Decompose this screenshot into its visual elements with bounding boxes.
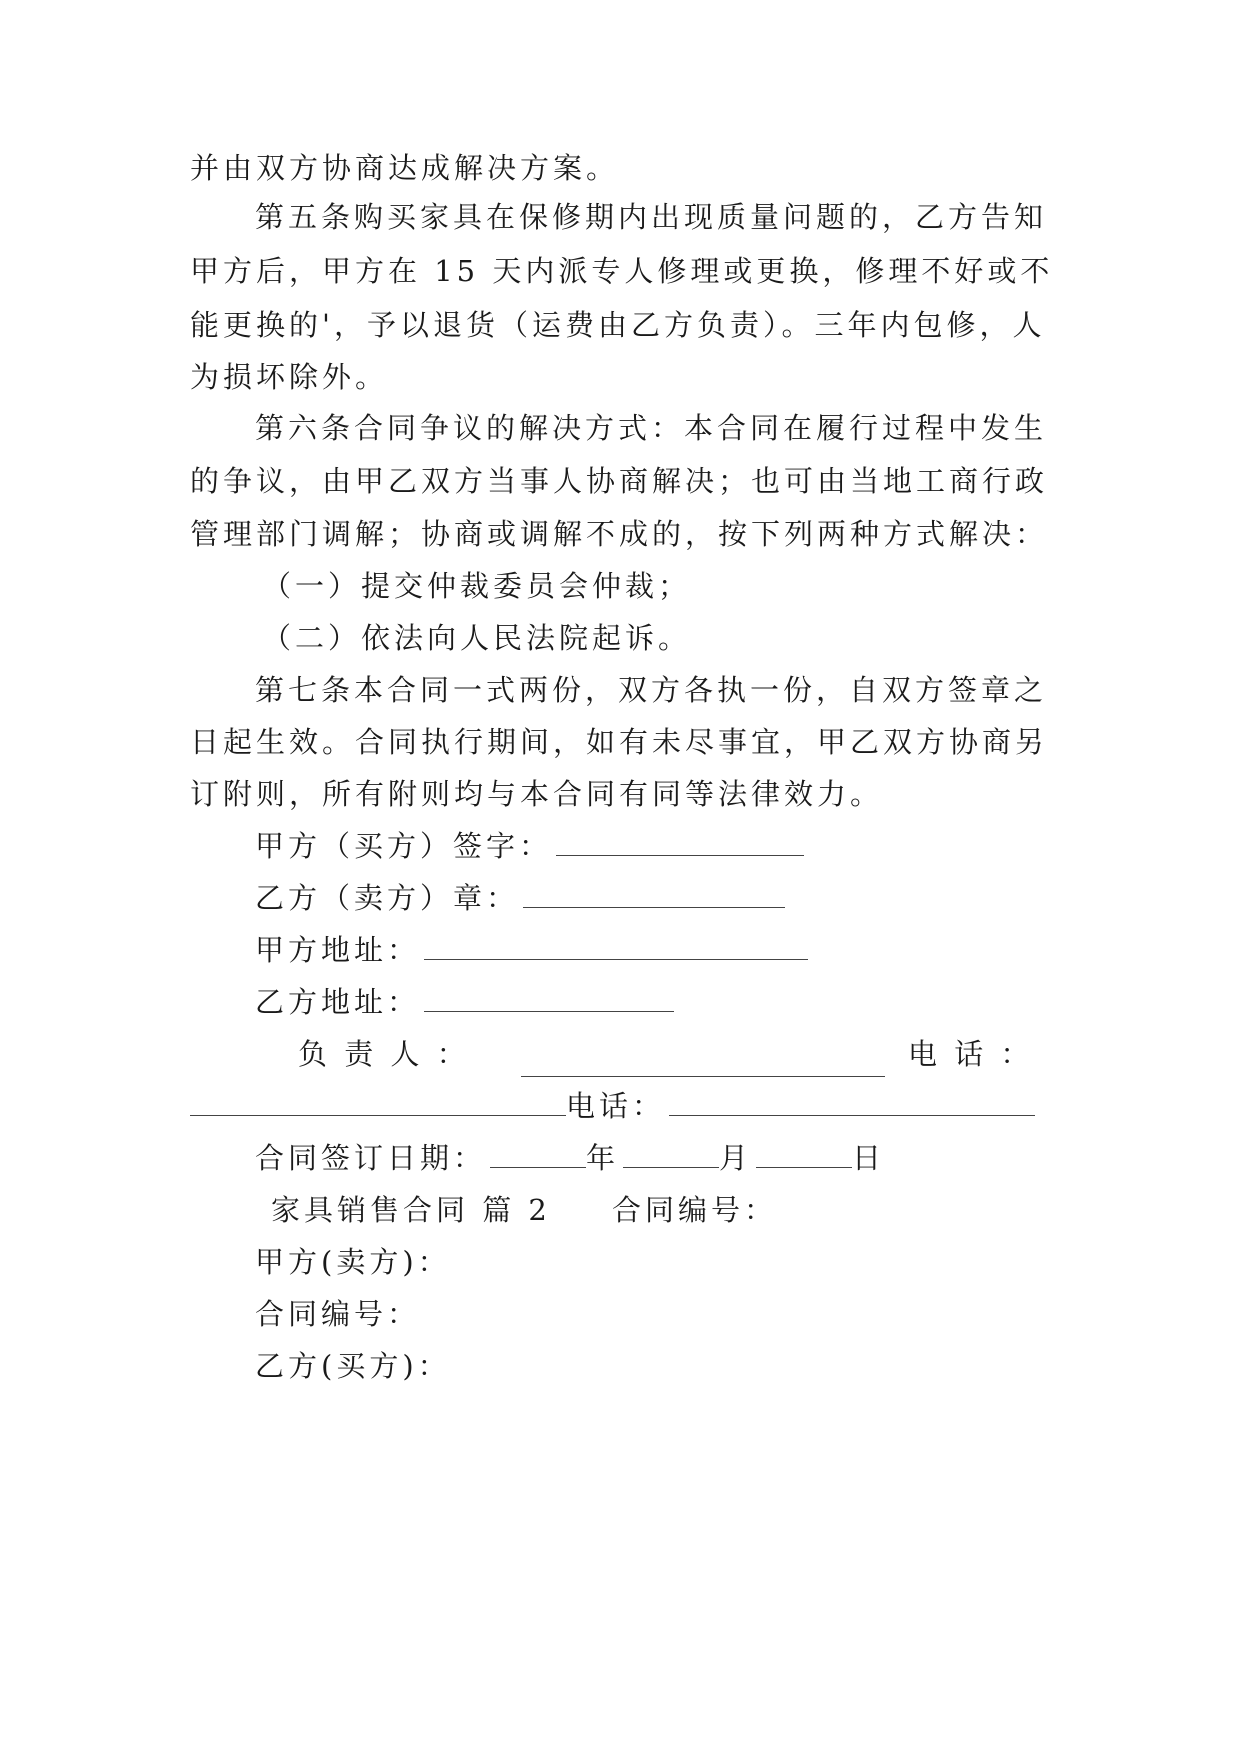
- article-7-line: 第七条本合同一式两份，双方各执一份，自双方签章之: [255, 673, 1048, 707]
- phone-row: [190, 1077, 1050, 1135]
- seller-address-label: 乙方地址：: [255, 985, 421, 1019]
- seller-address-row: [255, 973, 1115, 1031]
- article-6-line: 第六条合同争议的解决方式：本合同在履行过程中发生: [255, 411, 1048, 445]
- day-blank[interactable]: [756, 1131, 852, 1168]
- buyer-address-label: 甲方地址：: [255, 933, 421, 967]
- buyer-label: 乙方(买方)：: [255, 1349, 451, 1383]
- paragraph-line: 日起生效。合同执行期间，如有未尽事宜，甲乙双方协商另: [190, 725, 1049, 759]
- paragraph-line: 订附则，所有附则均与本合同有同等法律效力。: [190, 777, 884, 811]
- seller-address-blank[interactable]: [424, 975, 674, 1012]
- phone-blank-1[interactable]: [190, 1079, 566, 1116]
- buyer-sign-label: 甲方（买方）签字：: [255, 829, 553, 863]
- paragraph-line: 并由双方协商达成解决方案。: [190, 151, 620, 185]
- date-label: 合同签订日期：: [255, 1141, 487, 1175]
- month-blank[interactable]: [623, 1131, 719, 1168]
- seller-seal-blank[interactable]: [523, 871, 785, 908]
- year-label: 年: [586, 1141, 620, 1175]
- seller-seal-row: [255, 869, 1115, 927]
- buyer-sign-blank[interactable]: [556, 819, 804, 856]
- seller-label: 甲方(卖方)：: [255, 1245, 451, 1279]
- paragraph-line: 能更换的'，予以退货（运费由乙方负责）。三年内包修，人: [190, 308, 1046, 342]
- paragraph-line: 为损坏除外。: [190, 360, 389, 394]
- paragraph-line: 甲方后，甲方在 15 天内派专人修理或更换，修理不好或不: [190, 254, 1054, 288]
- phone-label: 电话：: [566, 1089, 666, 1123]
- option-1-line: （一）提交仲裁委员会仲裁；: [262, 569, 692, 603]
- buyer-address-blank[interactable]: [424, 923, 808, 960]
- article-5-line: 第五条购买家具在保修期内出现质量问题的，乙方告知: [255, 200, 1048, 234]
- contract-no-label-2: 合同编号：: [255, 1297, 421, 1331]
- year-blank[interactable]: [490, 1131, 586, 1168]
- option-2-line: （二）依法向人民法院起诉。: [262, 621, 692, 655]
- month-label: 月: [719, 1141, 753, 1175]
- contract-no-label: 合同编号：: [612, 1193, 778, 1227]
- person-in-charge-label: 负 责 人 ：: [298, 1037, 470, 1071]
- paragraph-line: 的争议，由甲乙双方当事人协商解决；也可由当地工商行政: [190, 464, 1049, 498]
- person-in-charge-blank[interactable]: [521, 1040, 885, 1077]
- contract-2-title: 家具销售合同 篇 2: [271, 1193, 551, 1227]
- phone-blank-2[interactable]: [669, 1079, 1035, 1116]
- seller-seal-label: 乙方（卖方）章：: [255, 881, 520, 915]
- paragraph-line: 管理部门调解；协商或调解不成的，按下列两种方式解决：: [190, 517, 1049, 551]
- buyer-sign-row: [255, 817, 1115, 875]
- day-label: 日: [852, 1141, 886, 1175]
- date-row: [255, 1129, 1115, 1187]
- buyer-address-row: [255, 921, 1115, 979]
- phone-label-spaced: 电 话 ：: [908, 1037, 1034, 1071]
